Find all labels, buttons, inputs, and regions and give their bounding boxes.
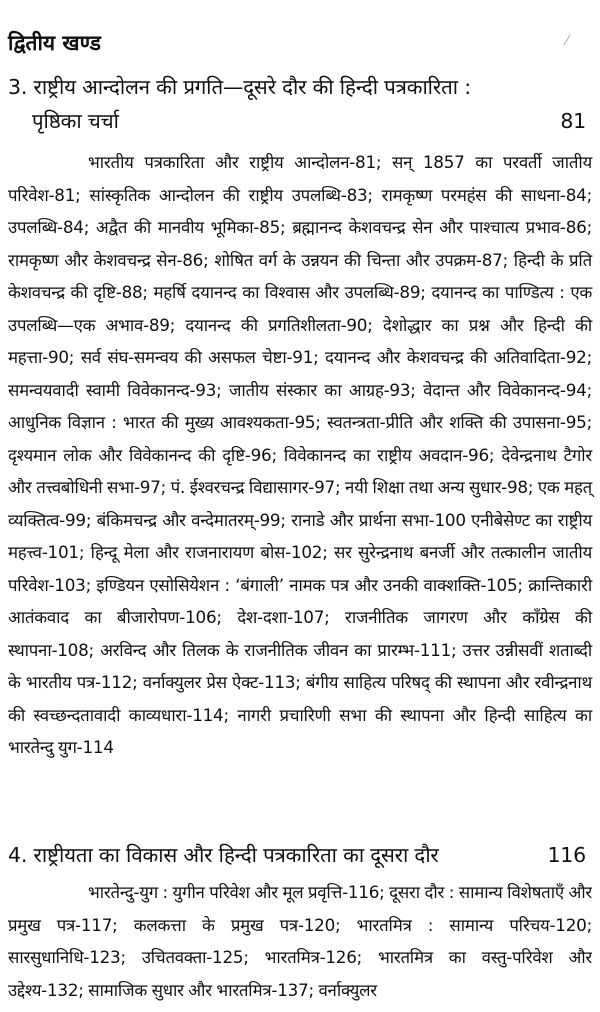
chapter-4-number: 4. [8, 843, 28, 867]
chapter-3-summary: भारतीय पत्रकारिता और राष्ट्रीय आन्दोलन-81; सन् 1857 का परवर्ती जातीय परिवेश-81; सांस्कृतिक आन्दोलन की राष्ट्रीय उपलब्धि-83; रामकृष्ण परमहंस की साधना-84; उपलब्धि-84; अद्वैत की मानवीय भूमिका-85; ब्रह्मानन्द केशवचन्द्र सेन और पाश्चात्य प्रभाव-86; रामकृष्ण और केशवचन्द्र सेन-86; शोषित वर्ग के उन्नयन की चिन्ता और उपक्रम-87; हिन्दी के प्रति केशवचन्द्र की दृष्टि-88; महर्षि दयानन्द का विश्वास और उपलब्धि-89; दयानन्द का पाण्डित्य : एक उपलब्धि—एक अभाव-89; दयानन्द की प्रगतिशीलता-90; देशोद्धार का प्रश्न और हिन्दी की महत्ता-90; सर्व संघ-समन्वय की असफल चेष्टा-91; दयानन्द और केशवचन्द्र की अतिवादिता-92; समन्वयवादी स्वामी विवेकानन्द-93; जातीय संस्कार का आग्रह-93; वेदान्त और विवेकानन्द-94; आधुनिक विज्ञान : भारत की मुख्य आवश्यकता-95; स्वतन्त्रता-प्रीति और शक्ति की उपासना-95; दृश्यमान लोक और विवेकानन्द की दृष्टि-96; विवेकानन्द का राष्ट्रीय अवदान-96; देवेन्द्रनाथ टैगोर और तत्त्वबोधिनी सभा-97; पं. ईश्वरचन्द्र विद्यासागर-97; नयी शिक्षा तथा अन्य सुधार-98; एक महत् व्यक्तित्व-99; बंकिमचन्द्र और वन्देमातरम्-99; रानाडे और प्रार्थना सभा-100 एनीबेसेण्ट का राष्ट्रीय महत्त्व-101; हिन्दू मेला और राजनारायण बोस-102; सर सुरेन्द्रनाथ बनर्जी और तत्कालीन जातीय परिवेश-103; इण्डियन एसोसियेशन : ‘बंगाली’ नामक पत्र और उनकी वाक्शक्ति-105; क्रान्तिकारी आतंकवाद का बीजारोपण-106; देश-दशा-107; राजनीतिक जागरण और काँग्रेस की स्थापना-108; अरविन्द और तिलक के राजनीतिक जीवन का प्रारम्भ-111; उत्तर उन्नीसवीं शताब्दी के भारतीय पत्र-112; वर्नाक्युलर प्रेस ऐक्ट-113; बंगीय साहित्य परिषद् की स्थापना और रवीन्द्रनाथ की स्वच्छन्दतावादी काव्यधारा-114; नागरी प्रचारिणी सभा की स्थापना और हिन्दी साहित्य का भारतेन्दु युग-114 [8, 152, 592, 757]
chapter-3-title-line-1 [8, 70, 592, 104]
chapter-3-number: 3. [8, 75, 28, 99]
chapter-4-title-line-1 [8, 838, 592, 872]
chapter-3-title-line-2: पृष्ठिका चर्चा [32, 109, 119, 133]
chapter-4-summary: भारतेन्दु-युग : युगीन परिवेश और मूल प्रवृत्ति-116; दूसरा दौर : सामान्य विशेषताएँ और प्रमुख पत्र-117; कलकत्ता के प्रमुख पत्र-120; भारतमित्र : सामान्य परिचय-120; सारसुधानिधि-123; उचितवक्ता-125; भारतमित्र-126; भारतमित्र का वस्तु-परिवेश और उद्देश्य-132; सामाजिक सुधार और भारतमित्र-137; वर्नाक्युलर [8, 882, 592, 1000]
chapter-3-page-number: 81 [560, 109, 586, 133]
chapter-3-title: राष्ट्रीय आन्दोलन की प्रगति—दूसरे दौर की हिन्दी पत्रकारिता : [33, 75, 471, 99]
chapter-4-title: राष्ट्रीयता का विकास और हिन्दी पत्रकारिता का दूसरा दौर [33, 843, 439, 867]
chapter-4-heading [8, 838, 592, 872]
section-heading: द्वितीय खण्ड [8, 31, 101, 55]
page-edge-mark: ⁄ [566, 33, 569, 49]
chapter-3-heading [8, 70, 592, 138]
chapter-4-page-number: 116 [547, 843, 586, 867]
